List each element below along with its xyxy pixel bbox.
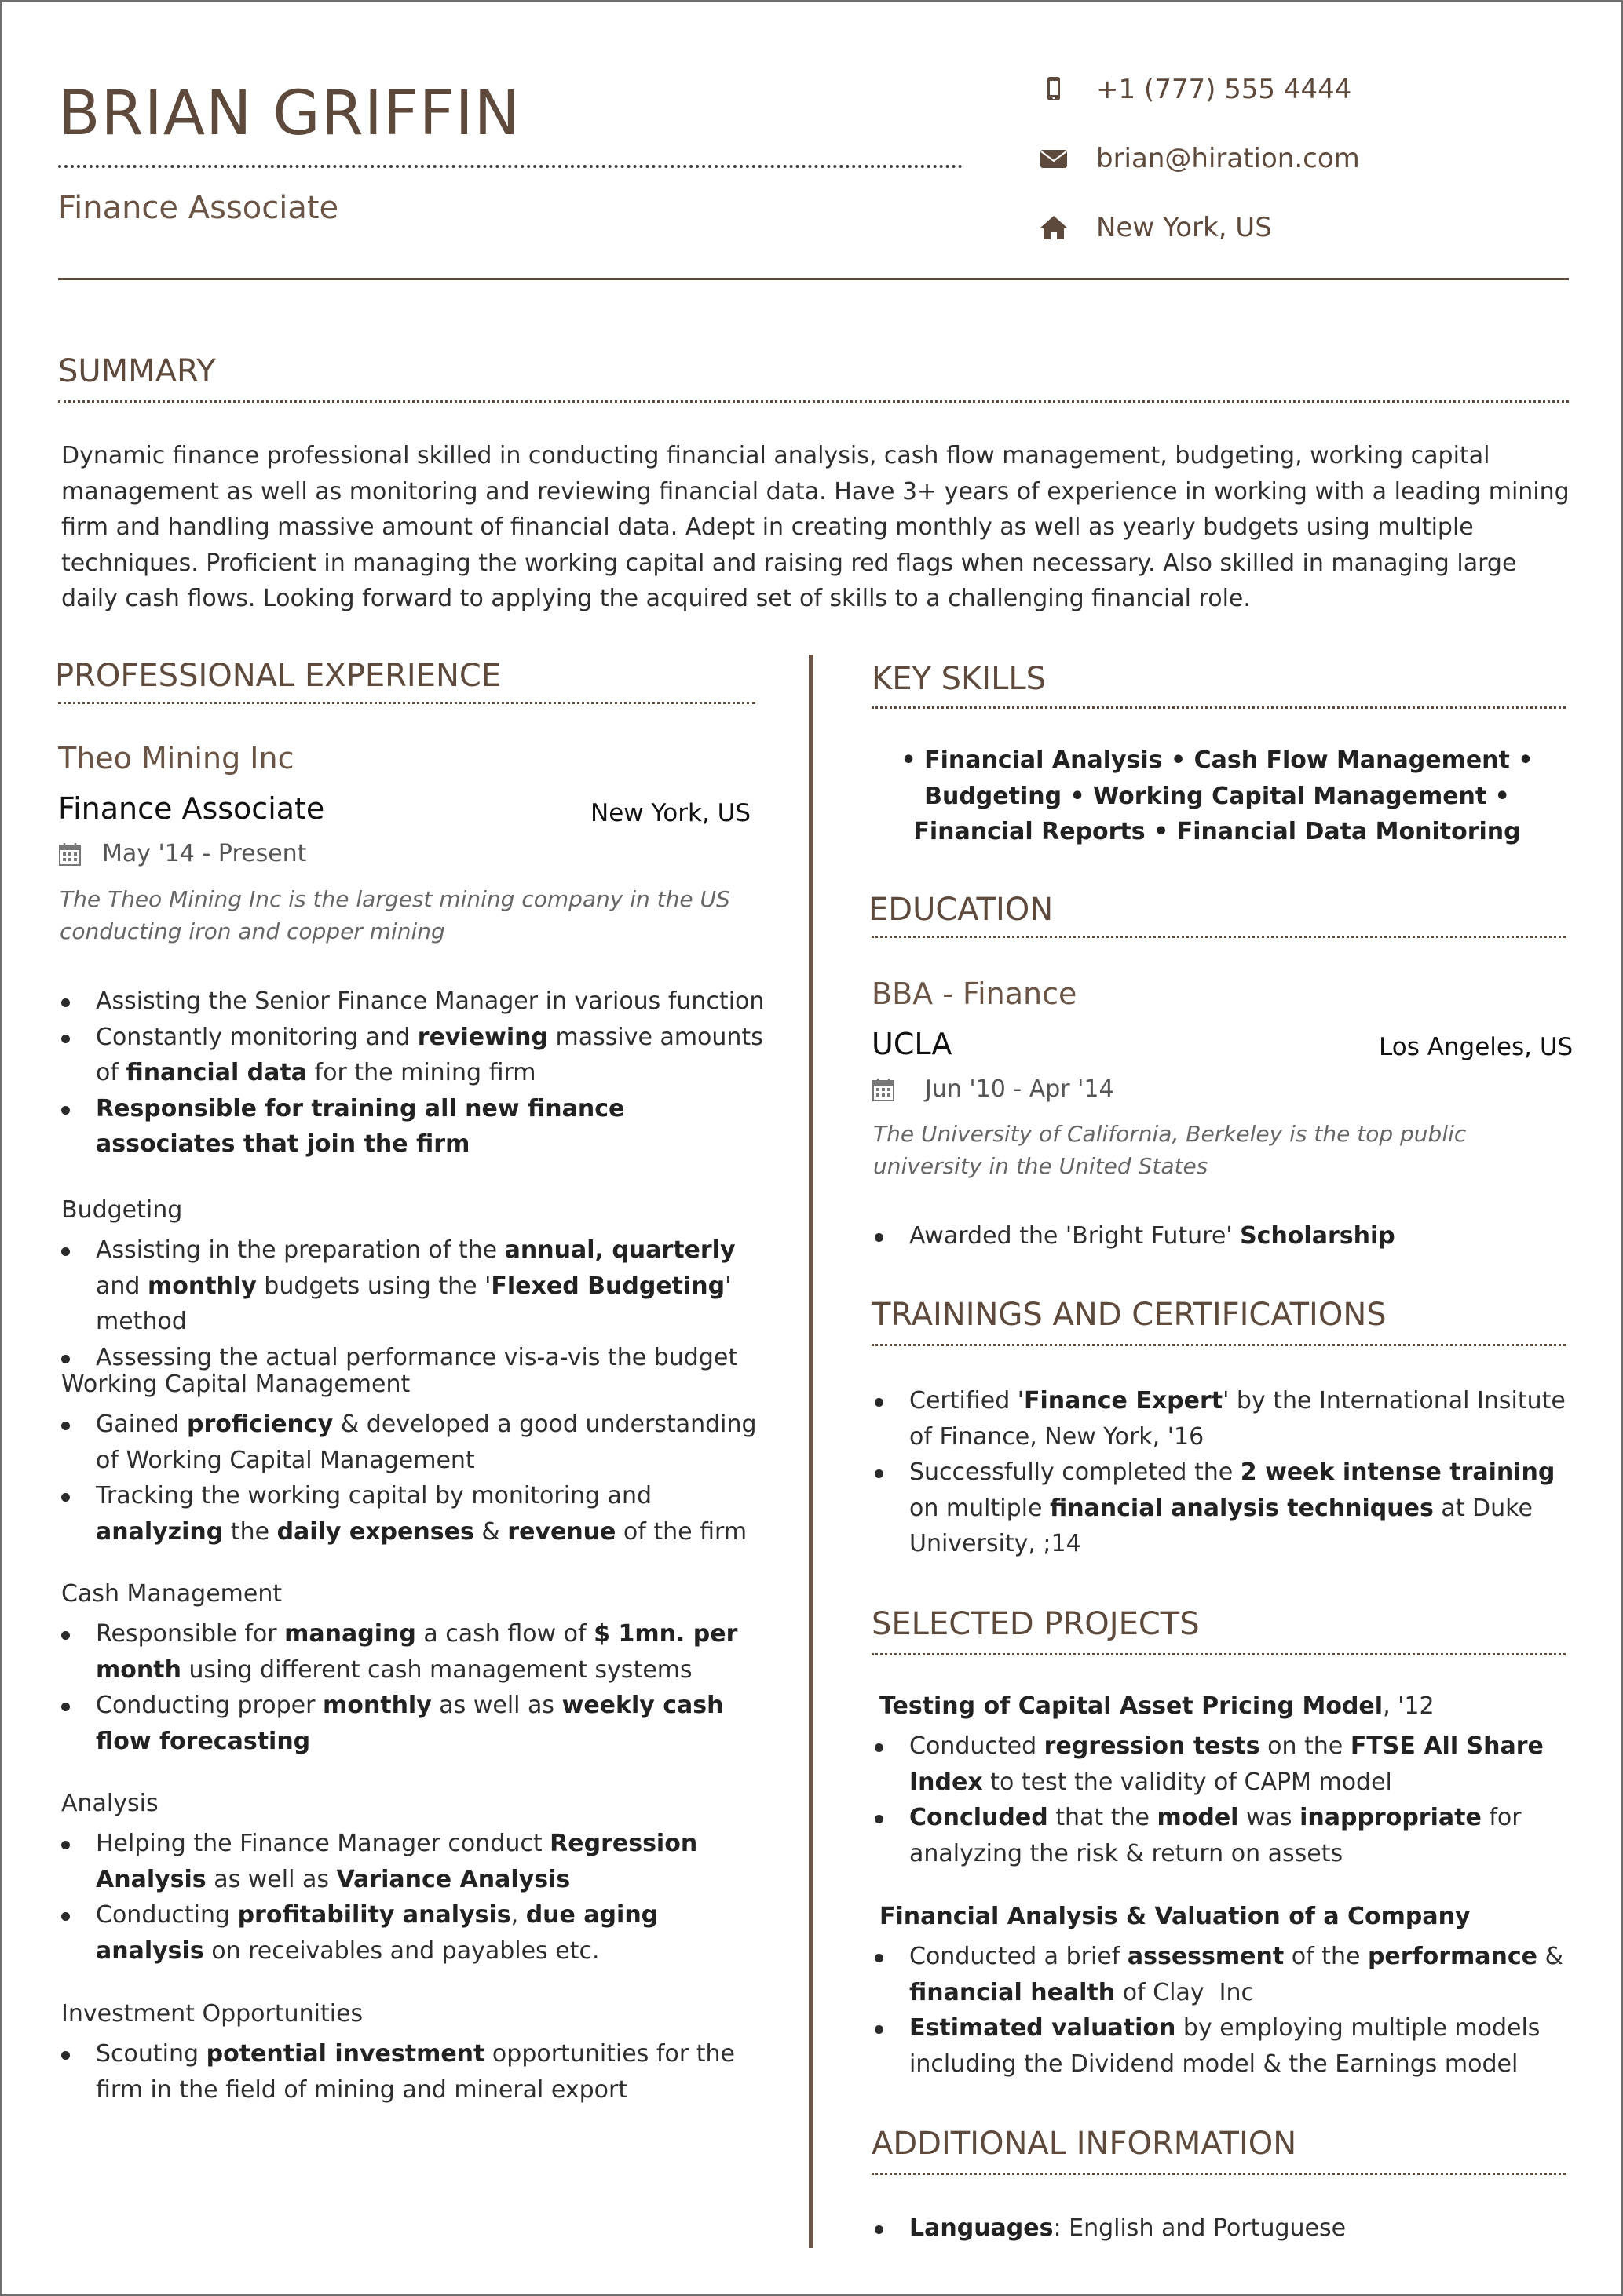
trainings-divider [872,1344,1566,1346]
job-dates-text: May '14 - Present [102,840,307,867]
skills-divider [872,706,1566,709]
location-text: New York, US [1096,212,1272,243]
list-item: Conducting profitability analysis, due aging analysis on receivables and payables etc. [58,1897,765,1969]
trainings-heading: TRAININGS AND CERTIFICATIONS [872,1297,1387,1333]
list-item: Responsible for managing a cash flow of $ 1mn. per month using different cash management systems [58,1616,765,1688]
phone-text: +1 (777) 555 4444 [1096,74,1352,105]
school-description: The University of California, Berkeley is the top public university in the United States [873,1121,1467,1179]
list-item: Awarded the 'Bright Future' Scholarship [872,1218,1570,1254]
contact-phone [1038,74,1351,105]
calendar-icon [58,841,82,867]
list-item: Assisting in the preparation of the annual, quarterly and monthly budgets using the 'Flexed Budgeting' method [58,1232,765,1340]
project-title [879,1692,1435,1720]
project-year: , '12 [1383,1692,1435,1720]
experience-intro-list [58,984,765,1163]
list-item: Conducted a brief assessment of the performance & financial health of Clay Inc [872,1939,1570,2010]
column-divider [809,655,813,2248]
summary-heading: SUMMARY [58,353,216,389]
budgeting-list [58,1232,765,1375]
group-title-budgeting: Budgeting [61,1196,183,1224]
list-item: Helping the Finance Manager conduct Regression Analysis as well as Variance Analysis [58,1826,765,1897]
company-name: Theo Mining Inc [58,741,294,776]
list-item: Successfully completed the 2 week intense training on multiple financial analysis techniques at Duke University, ;14 [872,1455,1570,1562]
name-divider [58,165,963,168]
header-divider [58,278,1569,280]
experience-heading: PROFESSIONAL EXPERIENCE [55,658,502,694]
project-list [872,1939,1570,2082]
additional-list [872,2210,1570,2247]
group-title-working-capital: Working Capital Management [61,1371,411,1398]
email-icon [1038,143,1069,174]
additional-heading: ADDITIONAL INFORMATION [872,2126,1297,2162]
calendar-icon [872,1077,895,1102]
experience-divider [58,702,755,704]
education-dates [872,1075,1114,1103]
cash-management-list [58,1616,765,1759]
analysis-list [58,1826,765,1969]
list-item: Tracking the working capital by monitoring and analyzing the daily expenses & revenue of the firm [58,1478,765,1550]
degree-name: BBA - Finance [872,976,1077,1011]
projects-heading: SELECTED PROJECTS [872,1606,1200,1642]
investment-list [58,2036,765,2108]
contact-location [1038,212,1272,243]
home-icon [1038,212,1069,243]
project-name: Financial Analysis & Valuation of a Company [879,1903,1471,1930]
skills-heading: KEY SKILLS [872,661,1047,697]
list-item: Constantly monitoring and reviewing massive amounts of financial data for the mining firm [58,1020,765,1091]
email-text: brian@hiration.com [1096,143,1360,174]
candidate-role: Finance Associate [58,190,339,226]
skills-text: • Financial Analysis • Cash Flow Management • Budgeting • Working Capital Management • Financial Reports • Financial Data Monitoring [901,746,1533,845]
group-title-cash-management: Cash Management [61,1580,283,1608]
company-description: The Theo Mining Inc is the largest mining company in the US conducting iron and copper mining [60,886,730,944]
working-capital-list [58,1407,765,1550]
list-item: Gained proficiency & developed a good understanding of Working Capital Management [58,1407,765,1478]
list-item: Responsible for training all new finance associates that join the firm [58,1091,765,1163]
group-title-investment: Investment Opportunities [61,2000,364,2028]
additional-divider [872,2173,1566,2175]
list-item: Assisting the Senior Finance Manager in various function [58,984,765,1020]
job-location: New York, US [590,799,751,827]
project-title [879,1903,1471,1930]
list-item: Estimated valuation by employing multiple models including the Dividend model & the Earnings model [872,2010,1570,2082]
education-dates-text: Jun '10 - Apr '14 [925,1075,1114,1103]
contact-email [1038,143,1360,174]
education-divider [872,936,1566,938]
project-name: Testing of Capital Asset Pricing Model [879,1692,1384,1720]
list-item: Scouting potential investment opportunities for the firm in the field of mining and mineral export [58,2036,765,2108]
candidate-name: BRIAN GRIFFIN [58,78,521,149]
list-item: Certified 'Finance Expert' by the International Insitute of Finance, New York, '16 [872,1383,1570,1455]
project-list [872,1728,1570,1871]
education-list [872,1218,1570,1254]
job-title: Finance Associate [58,791,325,826]
summary-text: Dynamic finance professional skilled in conducting financial analysis, cash flow management, budgeting, working capital management as well as monitoring and reviewing financial data. Have 3+ years of experience in working with a leading mining firm and handling massive amount of financial data. Adept in creating monthly as well as yearly budgets using multiple techniques. Proficient in managing the working capital and raising red flags when necessary. Also skilled in managing large daily cash flows. Looking forward to applying the acquired set of skills to a challenging financial role. [61,442,1570,612]
phone-icon [1038,74,1069,105]
list-item: Languages: English and Portuguese [872,2210,1570,2247]
list-item: Conducting proper monthly as well as weekly cash flow forecasting [58,1688,765,1759]
list-item: Conducted regression tests on the FTSE All Share Index to test the validity of CAPM model [872,1728,1570,1800]
school-location: Los Angeles, US [1379,1033,1574,1061]
group-title-analysis: Analysis [61,1790,159,1817]
projects-divider [872,1653,1566,1655]
job-dates [58,840,306,867]
list-item: Assessing the actual performance vis-a-vis the budget [58,1340,765,1376]
summary-divider [58,400,1569,403]
school-name: UCLA [872,1027,952,1061]
education-heading: EDUCATION [868,892,1054,928]
trainings-list [872,1383,1570,1562]
list-item: Concluded that the model was inappropriate for analyzing the risk & return on assets [872,1800,1570,1871]
